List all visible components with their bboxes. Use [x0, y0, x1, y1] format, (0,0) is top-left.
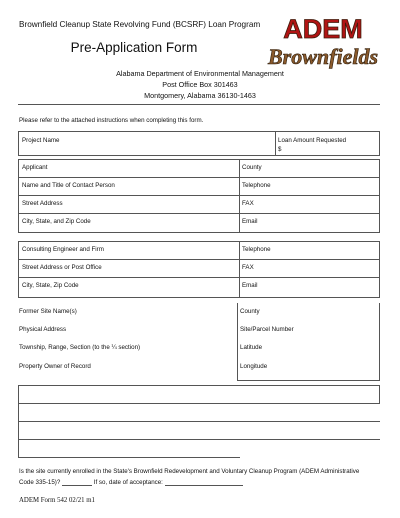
header-divider: [18, 104, 380, 105]
township-range-label: Township, Range, Section (to the ¼ section): [19, 344, 141, 351]
physical-address-label: Physical Address: [19, 326, 67, 333]
city-line: Montgomery, Alabama 36130-1463: [144, 91, 256, 100]
applicant-city-label: City, State, and Zip Code: [22, 218, 91, 225]
engineer-email-label: Email: [242, 282, 258, 289]
engineer-fax-label: FAX: [242, 264, 254, 271]
blank-area-right-border: [379, 385, 380, 403]
loan-amount-label: Loan Amount Requested: [278, 137, 347, 144]
applicant-telephone-label: Telephone: [242, 182, 271, 189]
former-site-names-label: Former Site Name(s): [19, 308, 77, 315]
blank-line-3: [18, 421, 380, 422]
applicant-county-label: County: [242, 164, 262, 171]
applicant-label: Applicant: [22, 164, 48, 171]
parcel-number-label: Site/Parcel Number: [240, 326, 294, 333]
contact-person-label: Name and Title of Contact Person: [22, 182, 115, 189]
property-owner-label: Property Owner of Record: [19, 363, 91, 370]
project-section: [18, 131, 380, 156]
blank-line-2: [18, 403, 380, 404]
dollar-sign: $: [278, 146, 282, 153]
engineer-city-label: City, State, Zip Code: [22, 282, 79, 289]
acceptance-date-blank[interactable]: [165, 479, 243, 486]
adem-brownfields-logo: [264, 14, 382, 70]
engineer-firm-label: Consulting Engineer and Firm: [22, 246, 104, 253]
program-line: Brownfield Cleanup State Revolving Fund (BCSRF) Loan Program: [19, 20, 261, 29]
engineer-telephone-label: Telephone: [242, 246, 271, 253]
latitude-label: Latitude: [240, 344, 263, 351]
engineer-section: [18, 241, 380, 298]
svg-text:Brownfields: Brownfields: [267, 44, 379, 69]
vcp-answer-blank[interactable]: [62, 479, 92, 486]
blank-line-1: [18, 385, 380, 386]
po-box: Post Office Box 301463: [162, 80, 238, 89]
vcp-question-line2: [19, 479, 243, 486]
applicant-fax-label: FAX: [242, 200, 254, 207]
site-county-label: County: [240, 308, 260, 315]
project-name-label: Project Name: [22, 137, 60, 144]
agency-address: [0, 68, 400, 101]
applicant-email-label: Email: [242, 218, 258, 225]
agency-name: Alabama Department of Environmental Management: [116, 69, 284, 78]
longitude-label: Longitude: [240, 363, 268, 370]
acceptance-date-label: If so, date of acceptance:: [93, 478, 163, 486]
site-box-bottom: [237, 380, 379, 381]
form-title: Pre-Application Form: [70, 40, 198, 55]
site-box-right: [379, 303, 380, 381]
engineer-street-label: Street Address or Post Office: [22, 264, 102, 271]
blank-line-4: [18, 439, 380, 440]
applicant-street-label: Street Address: [22, 200, 63, 207]
form-number-footer: ADEM Form 542 02/21 m1: [19, 497, 95, 504]
applicant-section: [18, 159, 380, 233]
instructions-text: Please refer to the attached instructions when completing this form.: [19, 117, 204, 124]
vcp-code-label: Code 335-15)?: [19, 478, 61, 486]
site-column-divider: [237, 303, 238, 381]
vcp-question-line1: Is the site currently enrolled in the State's Brownfield Redevelopment and Voluntary Cleanup Program (ADEM Administrative: [19, 468, 360, 475]
svg-text:ADEM: ADEM: [283, 14, 363, 44]
blank-line-5: [18, 457, 240, 458]
